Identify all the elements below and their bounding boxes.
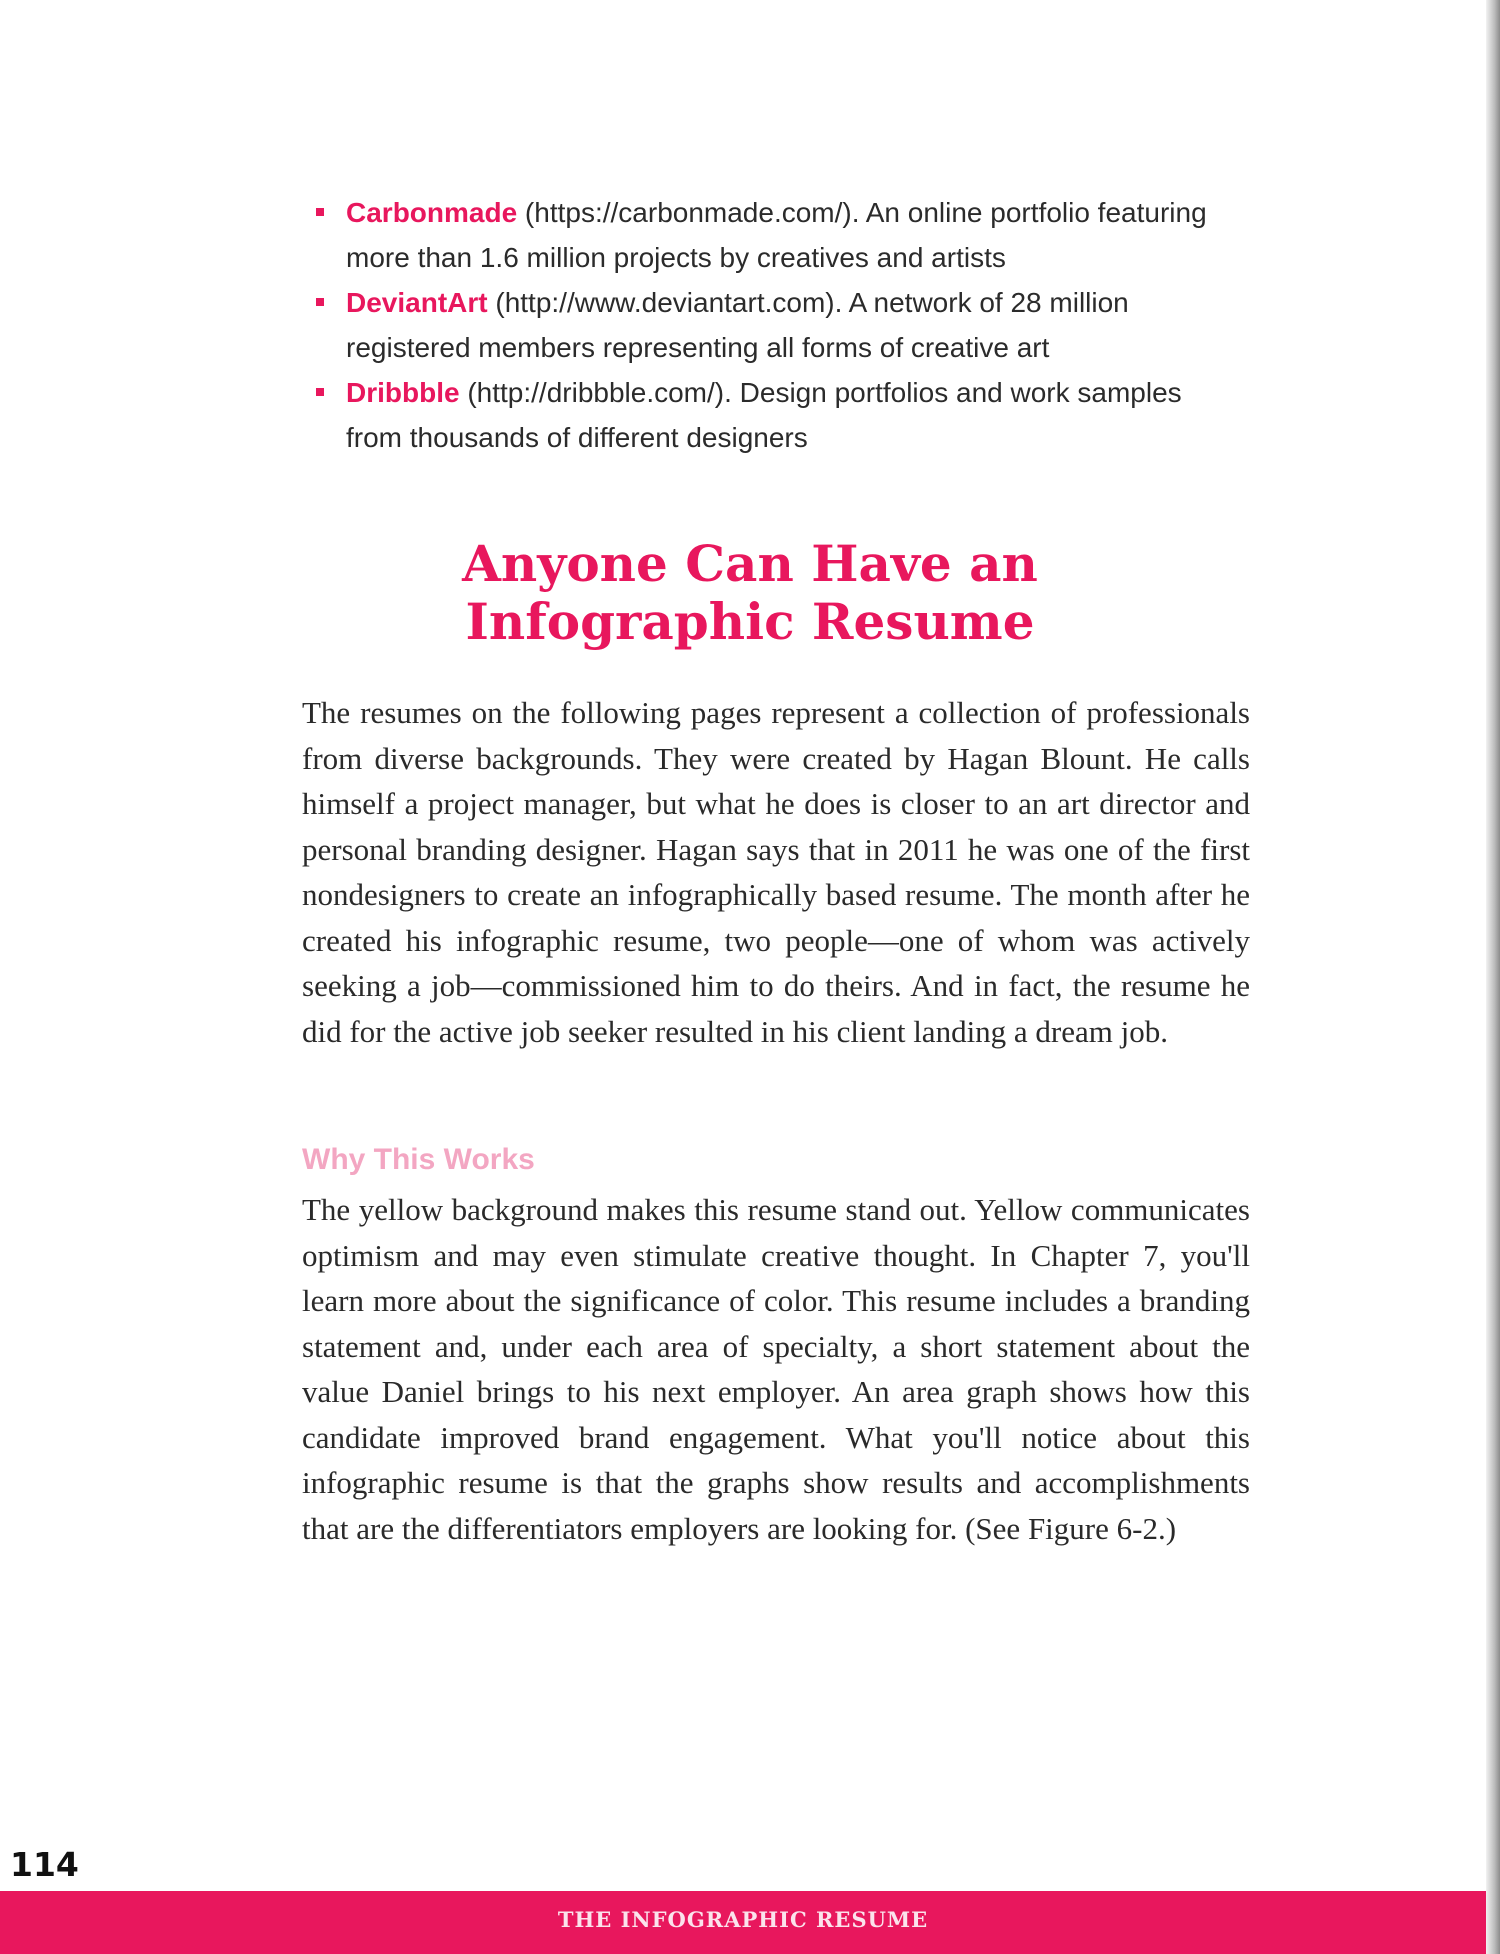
list-item (312, 280, 1242, 370)
list-item (312, 370, 1242, 460)
bullet-name: Dribbble (346, 377, 460, 408)
bullet-name: Carbonmade (346, 197, 518, 228)
section-heading (0, 535, 1500, 651)
resource-list (312, 190, 1242, 460)
section-heading-line-1: Anyone Can Have an (462, 534, 1038, 593)
bullet-square-icon (316, 388, 324, 396)
list-item (312, 190, 1242, 280)
subheading-why-this-works: Why This Works (302, 1143, 535, 1176)
bullet-square-icon (316, 298, 324, 306)
bullet-name: DeviantArt (346, 287, 488, 318)
bullet-text: (http://dribbble.com/). Design portfolios and work samples from thousands of different designers (346, 377, 1182, 453)
page-edge-shadow (1486, 0, 1500, 1954)
body-paragraph-why: The yellow background makes this resume stand out. Yellow communicates optimism and may even stimulate creative thought. In Chapter 7, you'll learn more about the significance of color. This resume includes a branding statement and, under each area of specialty, a short statement about the value Daniel brings to his next employer. An area graph shows how this candidate improved brand engagement. What you'll notice about this infographic resume is that the graphs show results and accomplishments that are the differentiators employers are looking for. (See Figure 6-2.) (302, 1192, 1250, 1546)
bullet-text: (https://carbonmade.com/). An online portfolio featuring more than 1.6 million projects by creatives and artists (346, 197, 1207, 273)
body-paragraph-intro: The resumes on the following pages represent a collection of professionals from diverse backgrounds. They were created by Hagan Blount. He calls himself a project manager, but what he does is closer to an art director and personal branding designer. Hagan says that in 2011 he was one of the first nondesigners to create an infographically based resume. The month after he created his infographic resume, two people—one of whom was actively seeking a job—commissioned him to do theirs. And in fact, the resume he did for the active job seeker resulted in his client landing a dream job. (302, 695, 1250, 1049)
running-footer-title: THE INFOGRAPHIC RESUME (557, 1907, 929, 1932)
section-heading-line-2: Infographic Resume (465, 592, 1035, 651)
bullet-square-icon (316, 208, 324, 216)
page-number: 114 (10, 1845, 79, 1884)
bullet-text: (http://www.deviantart.com). A network of 28 million registered members representing all forms of creative art (346, 287, 1129, 363)
footer-band (0, 1891, 1486, 1954)
